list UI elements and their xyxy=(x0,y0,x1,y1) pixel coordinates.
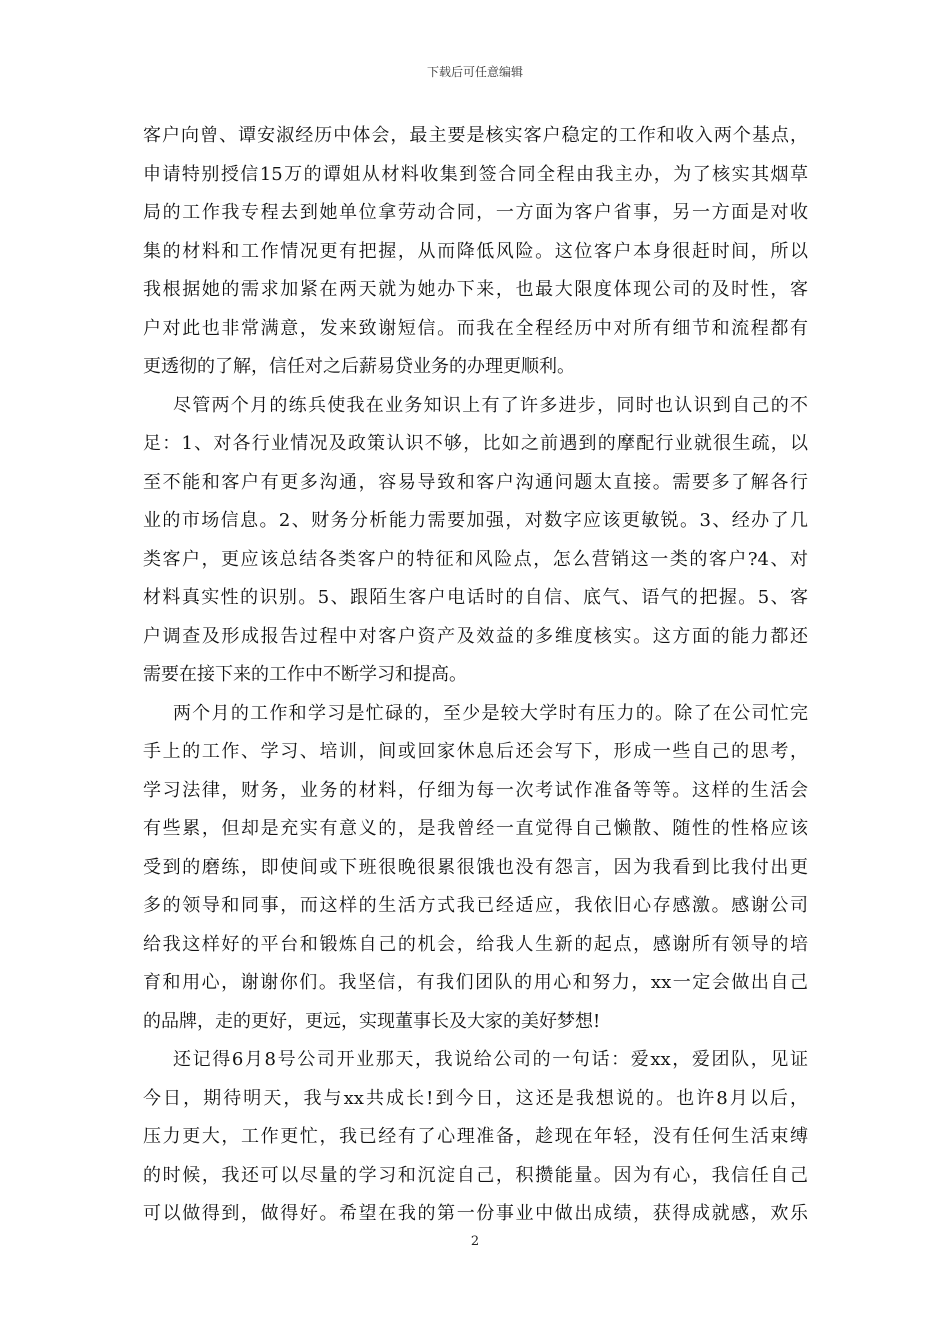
text-line: 多的领导和同事，而这样的生活方式我已经适应，我依旧心存感激。感谢公司 xyxy=(143,895,808,916)
text-line: 足：1、对各行业情况及政策认识不够，比如之前遇到的摩配行业就很生疏，以 xyxy=(143,433,808,454)
text-line: 还记得6月8号公司开业那天，我说给公司的一句话：爱xx，爱团队，见证 xyxy=(173,1049,808,1070)
paragraph-4 xyxy=(143,1041,808,1234)
text-line: 局的工作我专程去到她单位拿劳动合同，一方面为客户省事，另一方面是对收 xyxy=(143,202,808,223)
text-line: 需要在接下来的工作中不断学习和提高。 xyxy=(143,664,467,685)
text-line: 手上的工作、学习、培训，间或回家休息后还会写下，形成一些自己的思考， xyxy=(143,741,808,762)
paragraph-2 xyxy=(143,387,808,695)
text-line: 尽管两个月的练兵使我在业务知识上有了许多进步，同时也认识到自己的不 xyxy=(173,394,808,416)
text-line: 更透彻的了解，信任对之后薪易贷业务的办理更顺利。 xyxy=(143,356,575,377)
text-line: 客户向曾、谭安淑经历中体会，最主要是核实客户稳定的工作和收入两个基点， xyxy=(143,125,808,146)
text-line: 有些累，但却是充实有意义的，是我曾经一直觉得自己懒散、随性的性格应该 xyxy=(143,818,808,839)
text-line: 集的材料和工作情况更有把握，从而降低风险。这位客户本身很赶时间，所以 xyxy=(143,240,808,262)
text-line: 的品牌，走的更好，更远，实现董事长及大家的美好梦想! xyxy=(143,1010,601,1032)
text-line: 类客户，更应该总结各类客户的特征和风险点，怎么营销这一类的客户?4、对 xyxy=(143,548,808,570)
text-line: 今日，期待明天，我与xx共成长!到今日，这还是我想说的。也许8月以后， xyxy=(143,1087,808,1109)
text-line: 户对此也非常满意，发来致谢短信。而我在全程经历中对所有细节和流程都有 xyxy=(143,317,808,339)
document-body xyxy=(143,117,808,1234)
text-line: 申请特别授信15万的谭姐从材料收集到签合同全程由我主办，为了核实其烟草 xyxy=(143,163,808,185)
paragraph-1 xyxy=(143,117,808,387)
text-line: 业的市场信息。2、财务分析能力需要加强，对数字应该更敏锐。3、经办了几 xyxy=(143,510,808,531)
text-line: 的时候，我还可以尽量的学习和沉淀自己，积攒能量。因为有心，我信任自己 xyxy=(143,1164,808,1186)
text-line: 压力更大，工作更忙，我已经有了心理准备，趁现在年轻，没有任何生活束缚 xyxy=(143,1126,808,1147)
text-line: 至不能和客户有更多沟通，容易导致和客户沟通问题太直接。需要多了解各行 xyxy=(143,471,808,493)
text-line: 材料真实性的识别。5、跟陌生客户电话时的自信、底气、语气的把握。5、客 xyxy=(143,587,808,608)
text-line: 学习法律，财务，业务的材料，仔细为每一次考试作准备等等。这样的生活会 xyxy=(143,779,808,801)
page-header: 下载后可任意编辑 xyxy=(426,65,523,79)
text-line: 可以做得到，做得好。希望在我的第一份事业中做出成绩，获得成就感，欢乐 xyxy=(143,1203,808,1224)
text-line: 我根据她的需求加紧在两天就为她办下来，也最大限度体现公司的及时性，客 xyxy=(143,279,808,300)
text-line: 两个月的工作和学习是忙碌的，至少是较大学时有压力的。除了在公司忙完 xyxy=(173,702,808,724)
page-number: 2 xyxy=(470,1234,480,1249)
paragraph-3 xyxy=(143,695,808,1042)
text-line: 给我这样好的平台和锻炼自己的机会，给我人生新的起点，感谢所有领导的培 xyxy=(143,933,808,955)
text-line: 户调查及形成报告过程中对客户资产及效益的多维度核实。这方面的能力都还 xyxy=(143,625,808,647)
text-line: 受到的磨练，即使间或下班很晚很累很饿也没有怨言，因为我看到比我付出更 xyxy=(143,856,808,878)
text-line: 育和用心，谢谢你们。我坚信，有我们团队的用心和努力，xx一定会做出自己 xyxy=(143,972,808,993)
